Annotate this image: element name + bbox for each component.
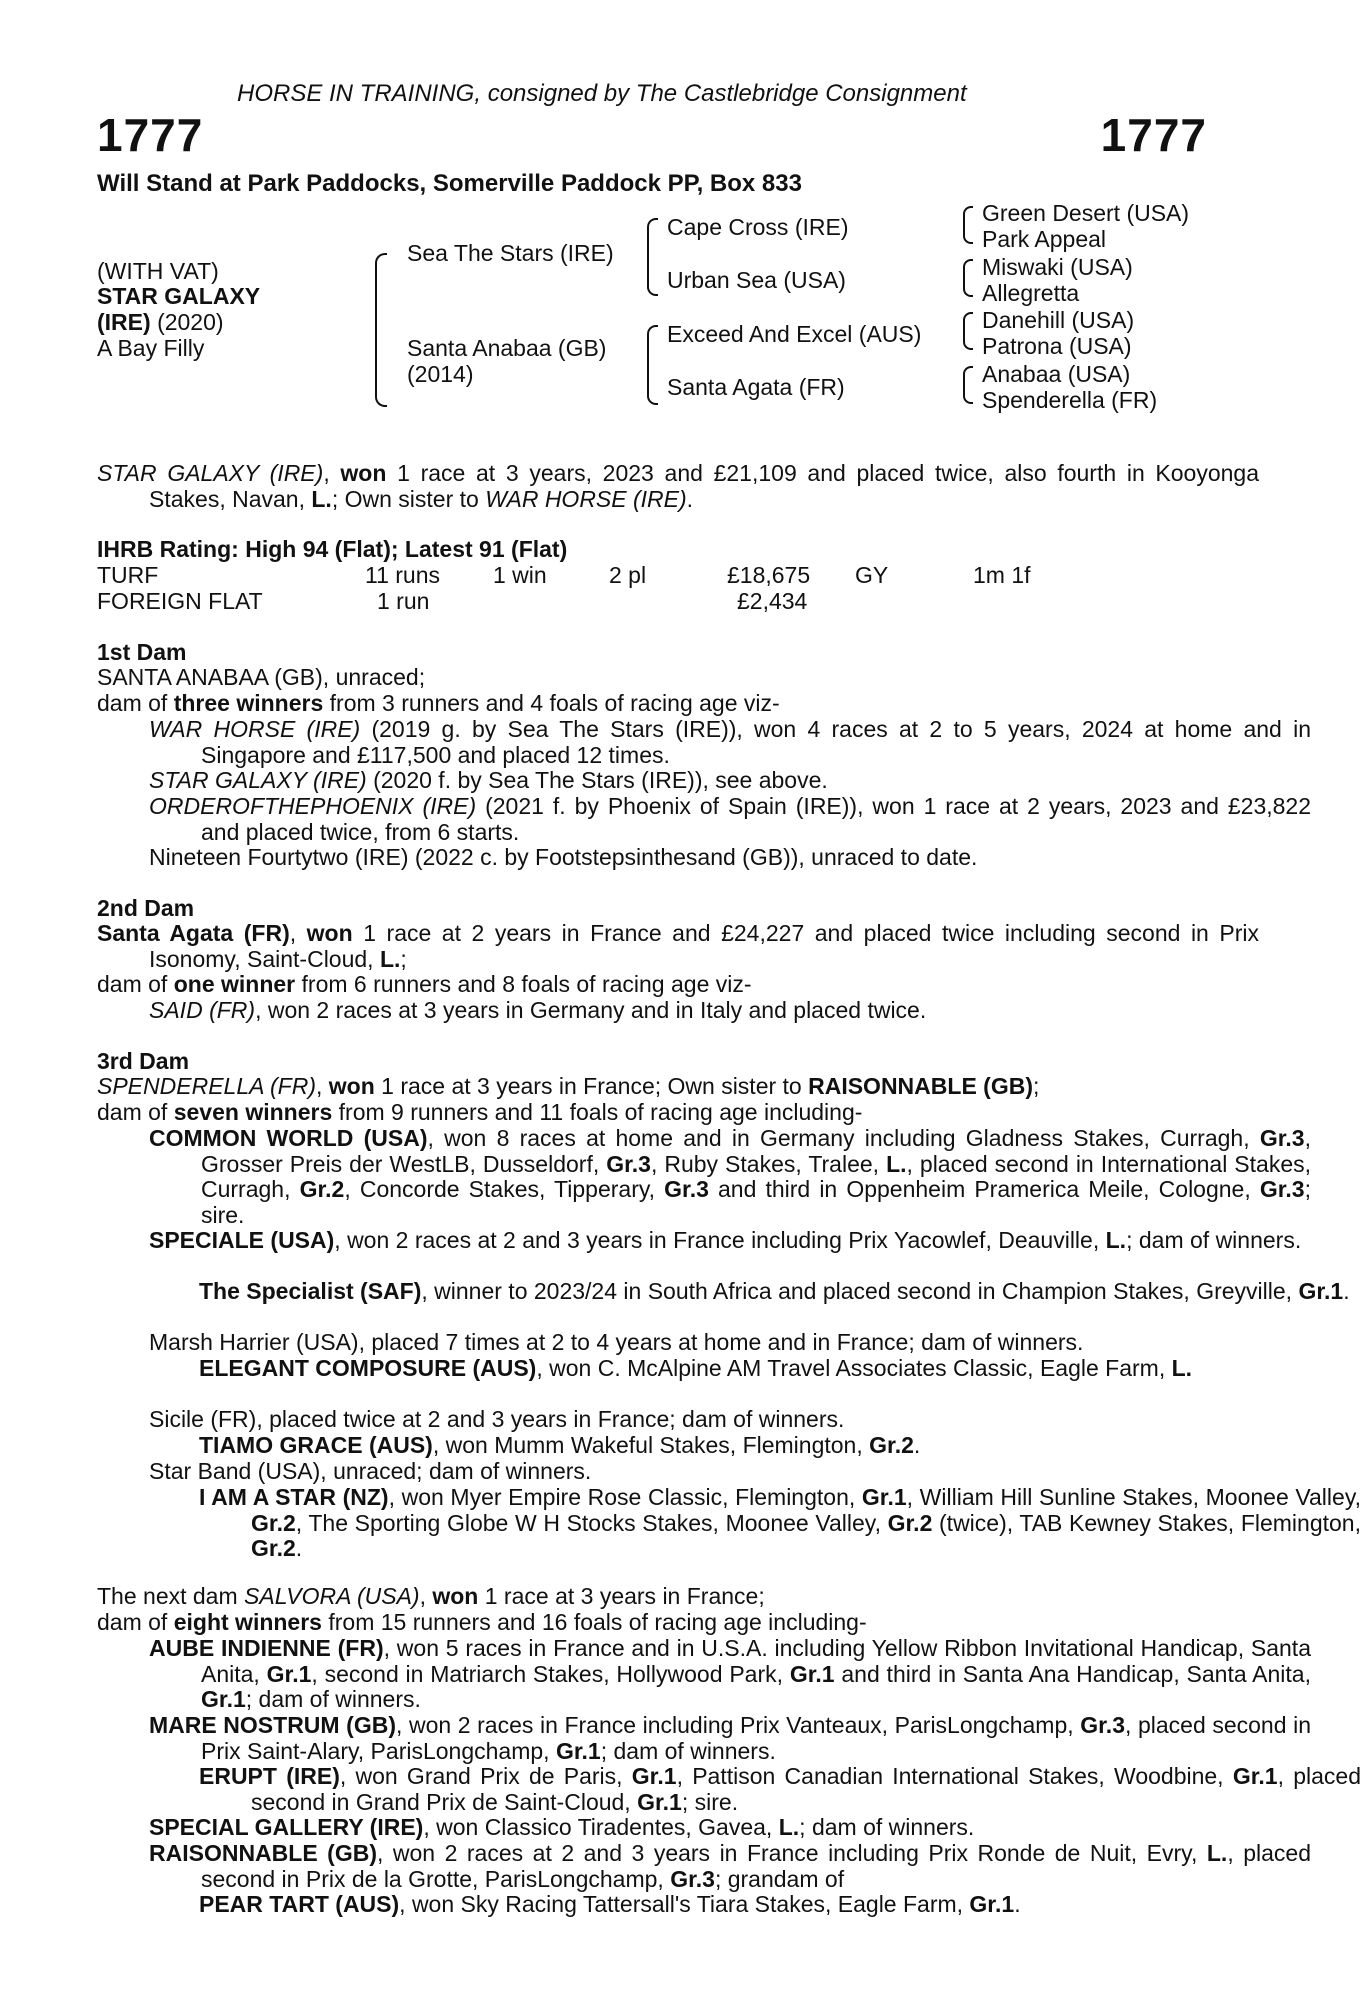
dam3-specialist xyxy=(97,1279,1361,1305)
pedigree-brace-sd xyxy=(963,259,973,297)
next-erupt xyxy=(97,1764,1361,1815)
dam1-p2-text: (2020 f. by Sea The Stars (IRE)), see above. xyxy=(366,767,828,793)
ai-t3: and third in Santa Ana Handicap, Santa Anita, xyxy=(834,1660,1311,1687)
dam-name: Santa Anabaa (GB) xyxy=(407,335,607,361)
dam2-listed: L. xyxy=(379,945,401,972)
tg-t1: , won Mumm Wakeful Stakes, Flemington, xyxy=(432,1432,870,1458)
er-t2: , Pattison Canadian International Stakes, Woodbine, xyxy=(676,1763,1233,1789)
ia-t3: , The Sporting Globe W H Stocks Stakes, Moonee Valley, xyxy=(295,1509,888,1536)
ia-t2: , William Hill Sunline Stakes, Moonee Valley, xyxy=(906,1484,1361,1510)
ia-g1: Gr.1 xyxy=(861,1484,907,1510)
sire-name: Sea The Stars (IRE) xyxy=(407,240,614,266)
cw-t5: , Concorde Stakes, Tipperary, xyxy=(344,1176,665,1202)
dam2-won: won xyxy=(306,920,353,946)
tg-g: Gr.2 xyxy=(869,1432,914,1458)
ai-g3: Gr.1 xyxy=(201,1686,246,1712)
lot-number-left: 1777 xyxy=(97,109,204,161)
cw-g4: Gr.3 xyxy=(664,1176,709,1202)
dam3-elegant-composure xyxy=(97,1356,1361,1382)
ra-name: RAISONNABLE (GB) xyxy=(149,1840,377,1866)
ra-t2: , placed second in Prix de la Grotte, ParisLongchamp, xyxy=(201,1840,1311,1892)
horse-sex: A Bay Filly xyxy=(97,335,205,361)
dam1-progeny-1 xyxy=(97,717,1311,768)
dam2-end: ; xyxy=(400,945,407,972)
dam3-end: ; xyxy=(1033,1073,1040,1099)
summary-won: won xyxy=(340,460,387,486)
cw-t7: ; sire. xyxy=(201,1176,1311,1228)
summary-end: . xyxy=(686,485,694,512)
pedigree-brace-ss xyxy=(963,206,973,244)
dam2-progeny-1 xyxy=(97,998,1311,1024)
rating-wins-1: 1 win xyxy=(493,562,547,588)
er-t1: , won Grand Prix de Paris, xyxy=(339,1763,632,1789)
ai-g2: Gr.1 xyxy=(789,1660,835,1687)
dam-dam: Santa Agata (FR) xyxy=(667,374,845,400)
pt-name: PEAR TART (AUS) xyxy=(199,1891,400,1917)
next-winners: eight winners xyxy=(173,1609,322,1635)
cw-t1: , won 8 races at home and in Germany including Gladness Stakes, Curragh, xyxy=(427,1125,1260,1151)
tg-name: TIAMO GRACE (AUS) xyxy=(199,1432,433,1458)
next-sep: , xyxy=(419,1583,433,1609)
mn-t2: , placed second in Prix Saint-Alary, ParisLongchamp, xyxy=(201,1712,1311,1764)
dam1-progeny-2 xyxy=(97,768,1311,794)
next-dam-line2 xyxy=(97,1610,1207,1636)
rating-prize-1: £18,675 xyxy=(727,562,811,588)
dam3-sep: , xyxy=(315,1073,329,1099)
next-won: won xyxy=(432,1583,479,1609)
mn-t3: ; dam of winners. xyxy=(600,1737,776,1764)
dam2-text-c: from 6 runners and 8 foals of racing age viz- xyxy=(295,971,752,997)
sg-l: L. xyxy=(778,1814,800,1840)
ts-t1: , winner to 2023/24 in South Africa and placed second in Champion Stakes, Greyville, xyxy=(421,1278,1299,1304)
ia-g2: Gr.2 xyxy=(251,1509,296,1536)
sp-name: SPECIALE (USA) xyxy=(149,1227,335,1253)
dam3-sister: RAISONNABLE (GB) xyxy=(808,1073,1033,1099)
ia-t5: . xyxy=(295,1535,303,1561)
dam3-text-a: dam of xyxy=(97,1099,174,1125)
ts-g: Gr.1 xyxy=(1298,1278,1344,1304)
mn-name: MARE NOSTRUM (GB) xyxy=(149,1712,396,1738)
dam2-line2 xyxy=(97,972,1207,998)
cw-t2: , Grosser Preis der WestLB, Dusseldorf, xyxy=(201,1125,1311,1177)
dam2-text: 1 race at 2 years in France and £24,227 and placed twice including second in Prix Isonomy, Saint-Cloud, xyxy=(149,920,1259,972)
dam3-line2 xyxy=(97,1100,1207,1126)
ai-t1: , won 5 races in France and in U.S.A. including Yellow Ribbon Invitational Handicap, Santa Anita, xyxy=(201,1635,1311,1687)
pedigree-brace-main xyxy=(375,253,387,407)
next-special-gallery xyxy=(97,1815,1311,1841)
dam3-speciale xyxy=(97,1228,1311,1254)
ddd: Spenderella (FR) xyxy=(982,387,1158,413)
er-g2: Gr.1 xyxy=(1232,1763,1278,1789)
dam2-paragraph xyxy=(97,921,1259,972)
cw-g2: Gr.3 xyxy=(606,1150,651,1177)
rating-placed-1: 2 pl xyxy=(609,562,647,588)
dam-year: (2014) xyxy=(407,361,474,387)
ai-t2: , second in Matriarch Stakes, Hollywood Park, xyxy=(311,1660,790,1687)
cw-t3: , Ruby Stakes, Tralee, xyxy=(650,1150,887,1177)
cw-l: L. xyxy=(886,1150,907,1177)
sds: Miswaki (USA) xyxy=(982,254,1133,280)
ai-t4: ; dam of winners. xyxy=(245,1686,421,1712)
rating-type-1: TURF xyxy=(97,562,159,588)
cw-g5: Gr.3 xyxy=(1259,1176,1305,1202)
dam3-tiamo-grace xyxy=(97,1433,1361,1459)
dam1-progeny-4: Nineteen Fourtytwo (IRE) (2022 c. by Footstepsinthesand (GB)), unraced to date. xyxy=(149,844,978,870)
dam2-text-a: dam of xyxy=(97,971,174,997)
listed-mark: L. xyxy=(311,485,332,512)
dam1-heading: 1st Dam xyxy=(97,639,187,665)
ia-t4: (twice), TAB Kewney Stakes, Flemington, xyxy=(932,1509,1361,1536)
dsd: Patrona (USA) xyxy=(982,333,1132,359)
next-raisonnable xyxy=(97,1841,1311,1892)
sdd: Allegretta xyxy=(982,280,1080,306)
summary-horse: STAR GALAXY (IRE) xyxy=(97,460,324,486)
sp-t1: , won 2 races at 2 and 3 years in France including Prix Yacowlef, Deauville, xyxy=(334,1227,1106,1253)
horse-country: (IRE) xyxy=(97,309,151,335)
dam2-name: Santa Agata (FR) xyxy=(97,920,290,946)
dam2-p1-text: , won 2 races at 3 years in Germany and in Italy and placed twice. xyxy=(255,997,927,1023)
ra-l: L. xyxy=(1206,1840,1228,1866)
dam3-sicile: Sicile (FR), placed twice at 2 and 3 years in France; dam of winners. xyxy=(149,1406,845,1432)
rating-prize-2: £2,434 xyxy=(737,588,808,614)
dam1-winners: three winners xyxy=(173,690,324,716)
dam1-p2-name: STAR GALAXY (IRE) xyxy=(149,767,367,793)
dam1-progeny-3 xyxy=(97,794,1311,845)
pedigree-brace-sire xyxy=(647,218,658,296)
cw-t4: , placed second in International Stakes, Curragh, xyxy=(201,1150,1311,1202)
dam3-winners: seven winners xyxy=(173,1099,333,1125)
ts-t2: . xyxy=(1343,1278,1350,1304)
lot-number-right: 1777 xyxy=(1100,109,1207,161)
dam3-text-c: from 9 runners and 11 foals of racing age including- xyxy=(332,1099,863,1125)
sp-t2: ; dam of winners. xyxy=(1126,1227,1302,1253)
summary-paragraph: STAR GALAXY (IRE), won 1 race at 3 years, 2023 and £21,109 and placed twice, also fourth in Kooyonga Stakes, Navan, L.; Own sister to WAR HORSE (IRE). xyxy=(97,460,1260,512)
next-name: SALVORA (USA) xyxy=(244,1583,420,1609)
pt-g: Gr.1 xyxy=(969,1891,1015,1917)
er-t3: , placed second in Grand Prix de Saint-Cloud, xyxy=(251,1763,1361,1815)
ia-name: I AM A STAR (NZ) xyxy=(199,1484,389,1510)
ia-g4: Gr.2 xyxy=(251,1535,296,1561)
ia-g3: Gr.2 xyxy=(887,1509,933,1536)
next-dam-line1 xyxy=(97,1584,1207,1610)
next-l2-a: dam of xyxy=(97,1609,174,1635)
ai-g1: Gr.1 xyxy=(266,1660,312,1687)
horse-name-text: STAR GALAXY xyxy=(97,283,261,309)
dam1-text-a: dam of xyxy=(97,690,174,716)
dam1-p1-text: (2019 g. by Sea The Stars (IRE)), won 4 races at 2 to 5 years, 2024 at home and in Singapore and £117,500 and placed 12 times. xyxy=(201,716,1311,768)
ra-g: Gr.3 xyxy=(670,1865,715,1892)
pt-t1: , won Sky Racing Tattersall's Tiara Stakes, Eagle Farm, xyxy=(399,1891,970,1917)
sss: Green Desert (USA) xyxy=(982,200,1190,226)
stand-location: Will Stand at Park Paddocks, Somerville Paddock PP, Box 833 xyxy=(97,170,802,197)
next-l2-c: from 15 runners and 16 foals of racing age including- xyxy=(321,1609,867,1635)
ai-name: AUBE INDIENNE (FR) xyxy=(149,1635,384,1661)
next-aube-indienne xyxy=(97,1636,1311,1713)
dam3-i-am-a-star xyxy=(97,1485,1361,1562)
next-mare-nostrum xyxy=(97,1713,1311,1764)
ec-l: L. xyxy=(1171,1355,1193,1381)
ts-name: The Specialist (SAF) xyxy=(199,1278,422,1304)
dam1-p1-name: WAR HORSE (IRE) xyxy=(149,716,361,742)
cw-t6: and third in Oppenheim Pramerica Meile, Cologne, xyxy=(708,1176,1260,1202)
mn-g1: Gr.3 xyxy=(1080,1712,1125,1738)
dam2-heading: 2nd Dam xyxy=(97,895,195,921)
ec-t1: , won C. McAlpine AM Travel Associates Classic, Eagle Farm, xyxy=(536,1355,1172,1381)
dam3-marsh-harrier: Marsh Harrier (USA), placed 7 times at 2 to 4 years at home and in France; dam of winners. xyxy=(149,1329,1084,1355)
dam3-common-world xyxy=(97,1126,1311,1228)
er-g1: Gr.1 xyxy=(631,1763,677,1789)
consignment-line: HORSE IN TRAINING, consigned by The Castlebridge Consignment xyxy=(237,80,967,107)
sp-l: L. xyxy=(1105,1227,1127,1253)
dam3-line1 xyxy=(97,1074,1207,1100)
dam1-line1: SANTA ANABAA (GB), unraced; xyxy=(97,664,426,690)
sire-dam: Urban Sea (USA) xyxy=(667,267,846,293)
next-pear-tart xyxy=(97,1892,1361,1918)
dam2-sep: , xyxy=(289,920,307,946)
er-t4: ; sire. xyxy=(681,1788,739,1815)
summary-text: 1 race at 3 years, 2023 and £21,109 and placed twice, also fourth in Kooyonga Stakes, Navan, xyxy=(149,460,1260,512)
sg-t2: ; dam of winners. xyxy=(799,1814,975,1840)
rating-going-1: GY xyxy=(855,562,889,588)
pedigree-brace-dam xyxy=(647,325,658,405)
pedigree-brace-ds xyxy=(963,312,973,350)
vat-note: (WITH VAT) xyxy=(97,258,219,284)
dss: Danehill (USA) xyxy=(982,307,1135,333)
summary-text-2: ; Own sister to xyxy=(331,485,486,512)
ec-name: ELEGANT COMPOSURE (AUS) xyxy=(199,1355,537,1381)
mn-g2: Gr.1 xyxy=(555,1737,601,1764)
cw-name: COMMON WORLD (USA) xyxy=(149,1125,428,1151)
sire-sire: Cape Cross (IRE) xyxy=(667,214,849,240)
ra-t3: ; grandam of xyxy=(714,1865,845,1892)
cw-g1: Gr.3 xyxy=(1259,1125,1305,1151)
er-g3: Gr.1 xyxy=(637,1788,682,1815)
dam1-p3-text: (2021 f. by Phoenix of Spain (IRE)), won 1 race at 2 years, 2023 and £23,822 and placed twice, from 6 starts. xyxy=(201,793,1312,845)
next-text-a: The next dam xyxy=(97,1583,245,1609)
dam3-won: won xyxy=(328,1073,375,1099)
mn-t1: , won 2 races in France including Prix Vanteaux, ParisLongchamp, xyxy=(395,1712,1081,1738)
horse-origin xyxy=(97,309,224,336)
dam1-p3-name: ORDEROFTHEPHOENIX (IRE) xyxy=(149,793,477,819)
sg-t1: , won Classico Tiradentes, Gavea, xyxy=(423,1814,779,1840)
rating-dist-1: 1m 1f xyxy=(973,562,1031,588)
sg-name: SPECIAL GALLERY (IRE) xyxy=(149,1814,424,1840)
dam3-name: SPENDERELLA (FR) xyxy=(97,1073,316,1099)
rating-runs-1: 11 runs xyxy=(365,562,441,588)
rating-type-2: FOREIGN FLAT xyxy=(97,588,263,614)
rating-title: IHRB Rating: High 94 (Flat); Latest 91 (Flat) xyxy=(97,536,568,562)
ra-t1: , won 2 races at 2 and 3 years in France including Prix Ronde de Nuit, Evry, xyxy=(377,1840,1207,1866)
dam3-star-band: Star Band (USA), unraced; dam of winners. xyxy=(149,1458,592,1484)
dam-sire: Exceed And Excel (AUS) xyxy=(667,321,922,347)
er-name: ERUPT (IRE) xyxy=(199,1763,340,1789)
dam1-text-c: from 3 runners and 4 foals of racing age viz- xyxy=(323,690,780,716)
pedigree-brace-dd xyxy=(963,366,973,404)
dds: Anabaa (USA) xyxy=(982,361,1131,387)
cw-g3: Gr.2 xyxy=(299,1176,345,1202)
dam3-heading: 3rd Dam xyxy=(97,1048,190,1074)
horse-year: (2020) xyxy=(157,309,224,335)
horse-name xyxy=(97,283,260,310)
tg-t2: . xyxy=(913,1432,921,1458)
dam2-winners: one winner xyxy=(173,971,296,997)
dam2-p1-name: SAID (FR) xyxy=(149,997,256,1023)
ia-t1: , won Myer Empire Rose Classic, Flemington, xyxy=(388,1484,862,1510)
dam1-line2 xyxy=(97,691,1207,717)
rating-runs-2: 1 run xyxy=(377,588,430,614)
summary-sister: WAR HORSE (IRE) xyxy=(485,485,687,512)
next-text-c: 1 race at 3 years in France; xyxy=(478,1583,765,1609)
dam3-text: 1 race at 3 years in France; Own sister to xyxy=(374,1073,809,1099)
pt-t2: . xyxy=(1014,1891,1021,1917)
ssd: Park Appeal xyxy=(982,226,1107,252)
